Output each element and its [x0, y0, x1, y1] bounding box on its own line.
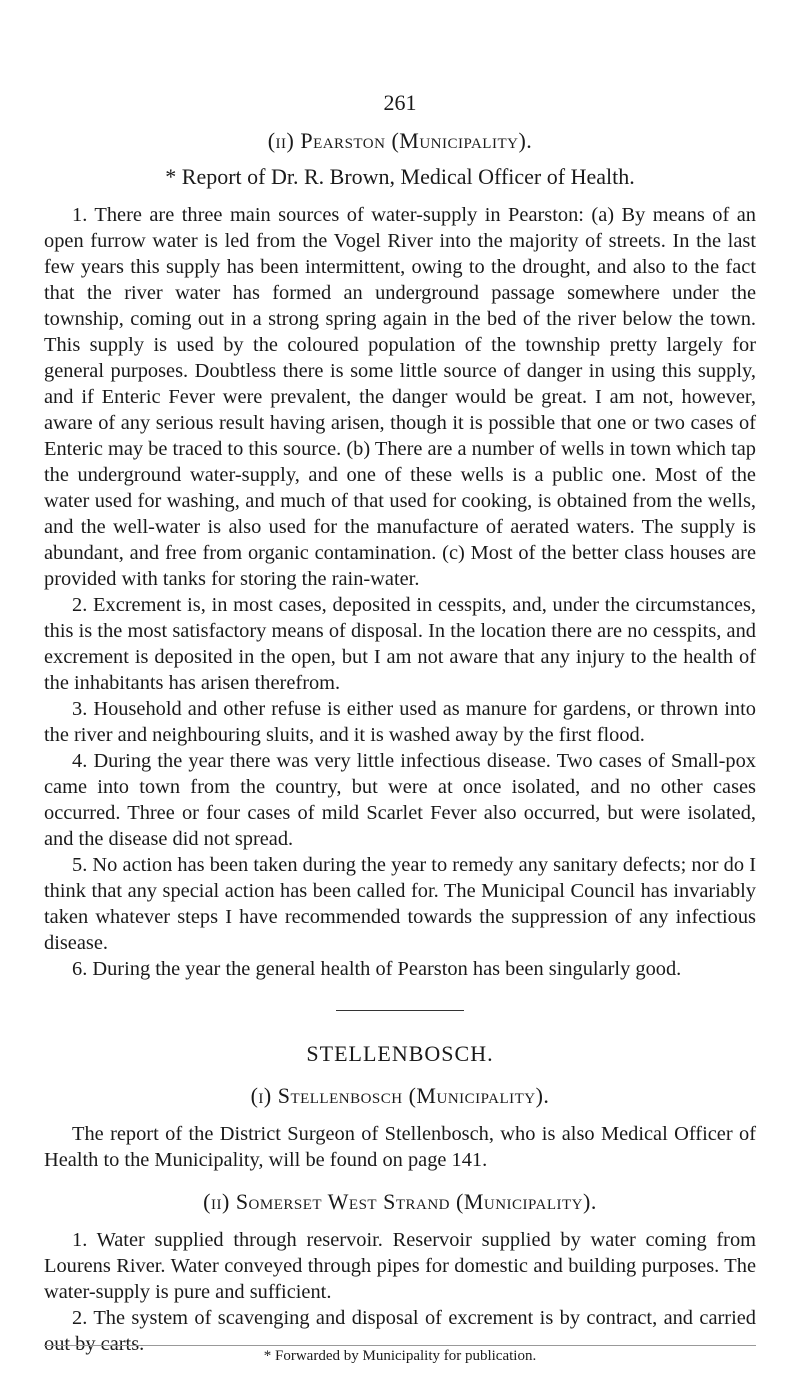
- pearston-paragraph-4: 4. During the year there was very little infectious disease. Two cases of Small-pox came into town from the country, but were at once isolated, and no other cases occurred. Three or four cases of mild Scarlet Fever also occurred, but were isolated, and the disease did not spread.: [44, 750, 756, 850]
- pearston-paragraph-5: 5. No action has been taken during the year to remedy any sanitary defects; nor do I think that any special action has been called for. The Municipal Council has invariably taken whatever steps I have recommended towards the suppression of any infectious disease.: [44, 854, 756, 954]
- somerset-paragraph-2: 2. The system of scavenging and disposal of excrement is by contract, and carried out by carts.: [44, 1307, 756, 1355]
- pearston-paragraph-6: 6. During the year the general health of Pearston has been singularly good.: [72, 958, 682, 980]
- pearston-paragraph-1: 1. There are three main sources of water-supply in Pearston: (a) By means of an open furrow water is led from the Vogel River into the majority of streets. In the last few years this supply has been intermittent, owing to the drought, and also to the fact that the river water has formed an underground passage somewhere under the township, coming out in a strong spring again in the bed of the river below the town. This supply is used by the coloured population of the township pretty largely for general purposes. Doubtless there is some little source of danger in using this supply, and if Enteric Fever were prevalent, the danger would be great. I am not, however, aware of any serious result having arisen, though it is possible that one or two cases of Enteric may be traced to this source. (b) There are a number of wells in town which tap the underground water-supply, and one of these wells is a public one. Most of the water used for washing, and much of that used for cooking, is obtained from the wells, and the well-water is also used for the manufacture of aerated waters. The supply is abundant, and free from organic contamination. (c) Most of the better class houses are provided with tanks for storing the rain-water.: [44, 204, 756, 590]
- page-number: 261: [383, 90, 417, 115]
- pearston-report-subheading: * Report of Dr. R. Brown, Medical Officer of Health.: [165, 164, 635, 189]
- stellenbosch-municipality-heading: (i) Stellenbosch (Municipality).: [250, 1083, 550, 1108]
- pearston-heading: (ii) Pearston (Municipality).: [267, 128, 533, 153]
- somerset-paragraph-1: 1. Water supplied through reservoir. Reservoir supplied by water coming from Lourens River. Water conveyed through pipes for domestic and building purposes. The water-supply is pure and sufficient.: [44, 1229, 756, 1303]
- somerset-heading: (ii) Somerset West Strand (Municipality).: [203, 1189, 597, 1214]
- document-page: [44, 90, 756, 1357]
- pearston-paragraph-2: 2. Excrement is, in most cases, deposited in cesspits, and, under the circumstances, this is the most satisfactory means of disposal. In the location there are no cesspits, and excrement is deposited in the open, but I am not aware that any injury to the health of the inhabitants has arisen therefrom.: [44, 594, 756, 694]
- stellenbosch-title: STELLENBOSCH.: [306, 1041, 494, 1066]
- stellenbosch-paragraph: The report of the District Surgeon of Stellenbosch, who is also Medical Officer of Health to the Municipality, will be found on page 141.: [44, 1123, 756, 1171]
- footnote-divider: [44, 1345, 756, 1346]
- pearston-paragraph-3: 3. Household and other refuse is either used as manure for gardens, or thrown into the river and neighbouring sluits, and it is washed away by the first flood.: [44, 698, 756, 746]
- section-divider: [336, 1010, 464, 1011]
- footnote: * Forwarded by Municipality for publication.: [263, 1348, 537, 1364]
